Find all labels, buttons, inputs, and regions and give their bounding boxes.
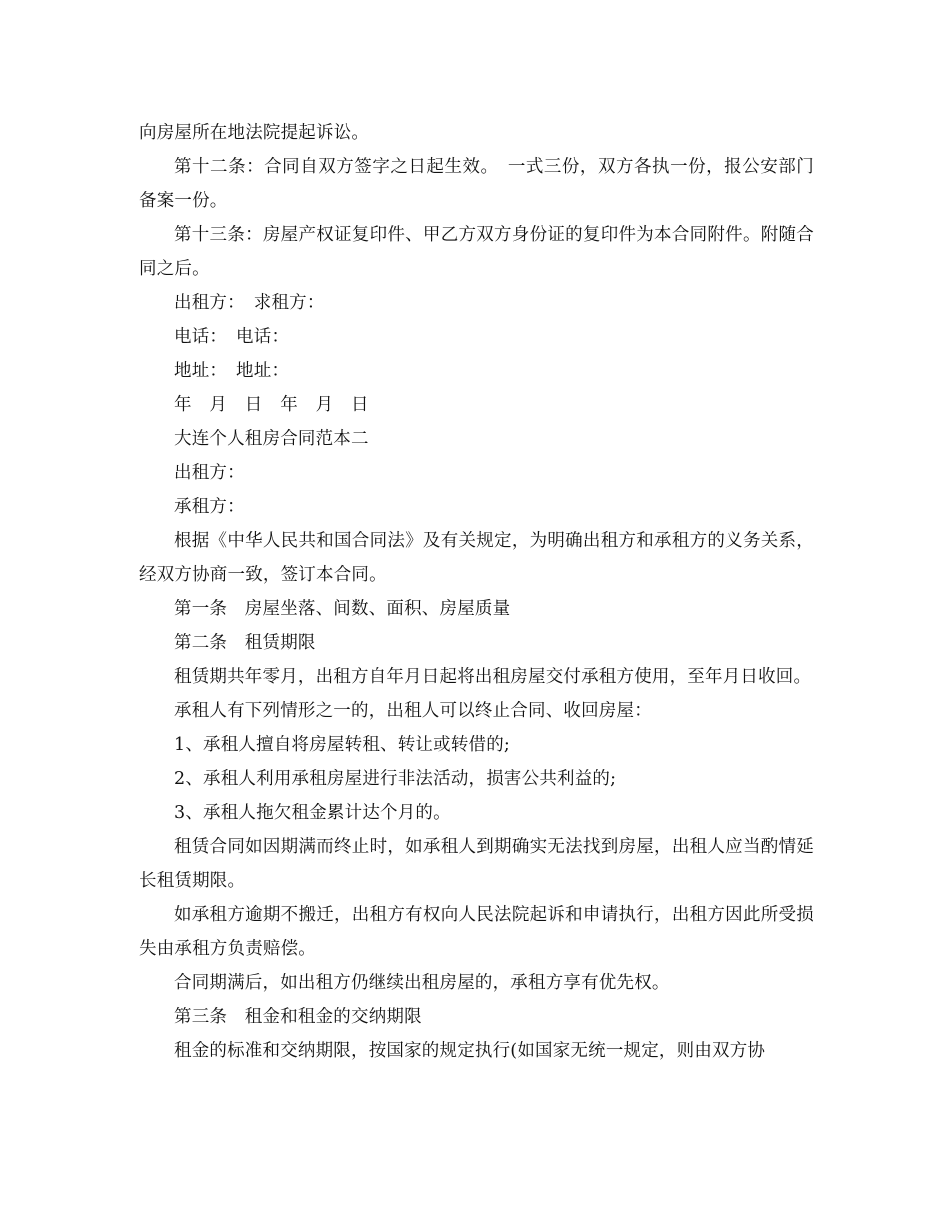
paragraph-23: 租金的标准和交纳期限，按国家的规定执行(如国家无统一规定，则由双方协 <box>174 1041 766 1061</box>
paragraph-2: 第十二条：合同自双方签字之日起生效。 一式三份，双方各执一份，报公安部门备案一份。 <box>139 157 814 211</box>
paragraph-19: 租赁合同如因期满而终止时，如承租人到期确实无法找到房屋，出租人应当酌情延长租赁期限。 <box>139 837 814 891</box>
document-body <box>139 116 814 1068</box>
paragraph-16: 1、承租人擅自将房屋转租、转让或转借的; <box>174 735 511 755</box>
paragraph-11: 根据《中华人民共和国合同法》及有关规定，为明确出租方和承租方的义务关系，经双方协商一致，签订本合同。 <box>139 531 814 585</box>
paragraph-18: 3、承租人拖欠租金累计达个月的。 <box>174 803 451 823</box>
paragraph-5: 电话： 电话： <box>174 327 290 347</box>
paragraph-9: 出租方： <box>174 463 245 483</box>
paragraph-3: 第十三条：房屋产权证复印件、甲乙方双方身份证的复印件为本合同附件。附随合同之后。 <box>139 225 814 279</box>
paragraph-15: 承租人有下列情形之一的，出租人可以终止合同、收回房屋： <box>174 701 652 721</box>
paragraph-20: 如承租方逾期不搬迁，出租方有权向人民法院起诉和申请执行，出租方因此所受损失由承租方负责赔偿。 <box>139 905 814 959</box>
paragraph-8: 大连个人租房合同范本二 <box>174 429 369 449</box>
paragraph-12: 第一条 房屋坐落、间数、面积、房屋质量 <box>174 599 511 619</box>
paragraph-14: 租赁期共年零月，出租方自年月日起将出租房屋交付承租方使用，至年月日收回。 <box>174 667 812 687</box>
paragraph-1: 向房屋所在地法院提起诉讼。 <box>139 123 370 143</box>
paragraph-17: 2、承租人利用承租房屋进行非法活动，损害公共利益的; <box>174 769 617 789</box>
paragraph-22: 第三条 租金和租金的交纳期限 <box>174 1007 422 1027</box>
paragraph-13: 第二条 租赁期限 <box>174 633 316 653</box>
paragraph-7: 年 月 日 年 月 日 <box>174 395 369 415</box>
paragraph-10: 承租方： <box>174 497 245 517</box>
paragraph-21: 合同期满后，如出租方仍继续出租房屋的，承租方享有优先权。 <box>174 973 670 993</box>
paragraph-4: 出租方： 求租方： <box>174 293 325 313</box>
paragraph-6: 地址： 地址： <box>174 361 290 381</box>
